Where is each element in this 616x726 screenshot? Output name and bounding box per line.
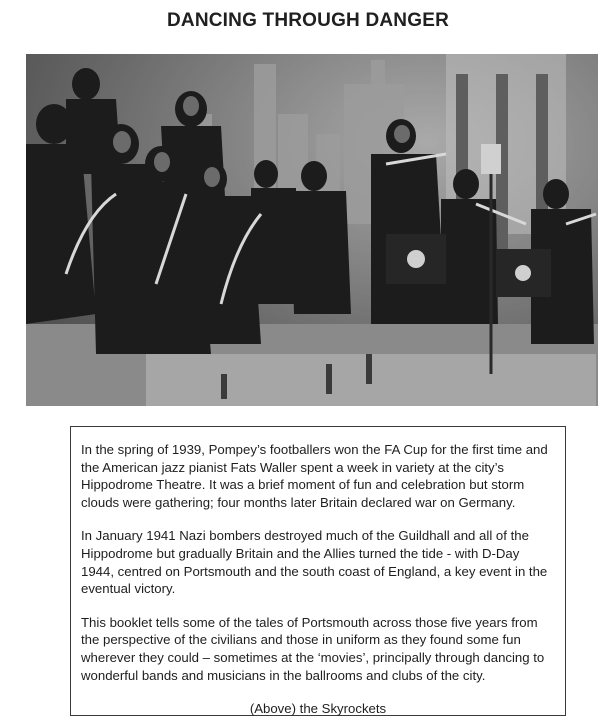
intro-text-box — [70, 426, 566, 716]
band-photo-image — [26, 54, 598, 406]
band-photo — [26, 54, 598, 406]
paragraph-3: This booklet tells some of the tales of Portsmouth across those five years from the perspective of the civilians and those in uniform as they found some fun wherever they could – sometimes at the ‘movies’, principally through dancing to wonderful bands and musicians in the ballrooms and clubs of the city. — [81, 614, 545, 683]
photo-caption: (Above) the Skyrockets — [249, 701, 387, 717]
paragraph-2: In January 1941 Nazi bombers destroyed much of the Guildhall and all of the Hippodrome but gradually Britain and the Allies turned the tide - with D-Day 1944, centred on Portsmouth and the south coast of England, a key event in the eventual victory. — [81, 528, 548, 597]
paragraph-1: In the spring of 1939, Pompey’s footballers won the FA Cup for the first time and the American jazz pianist Fats Waller spent a week in variety at the city’s Hippodrome Theatre. It was a brief moment of fun and celebration but storm clouds were gathering; four months later Britain declared war on Germany. — [81, 442, 548, 510]
page-title: DANCING THROUGH DANGER — [166, 10, 449, 31]
